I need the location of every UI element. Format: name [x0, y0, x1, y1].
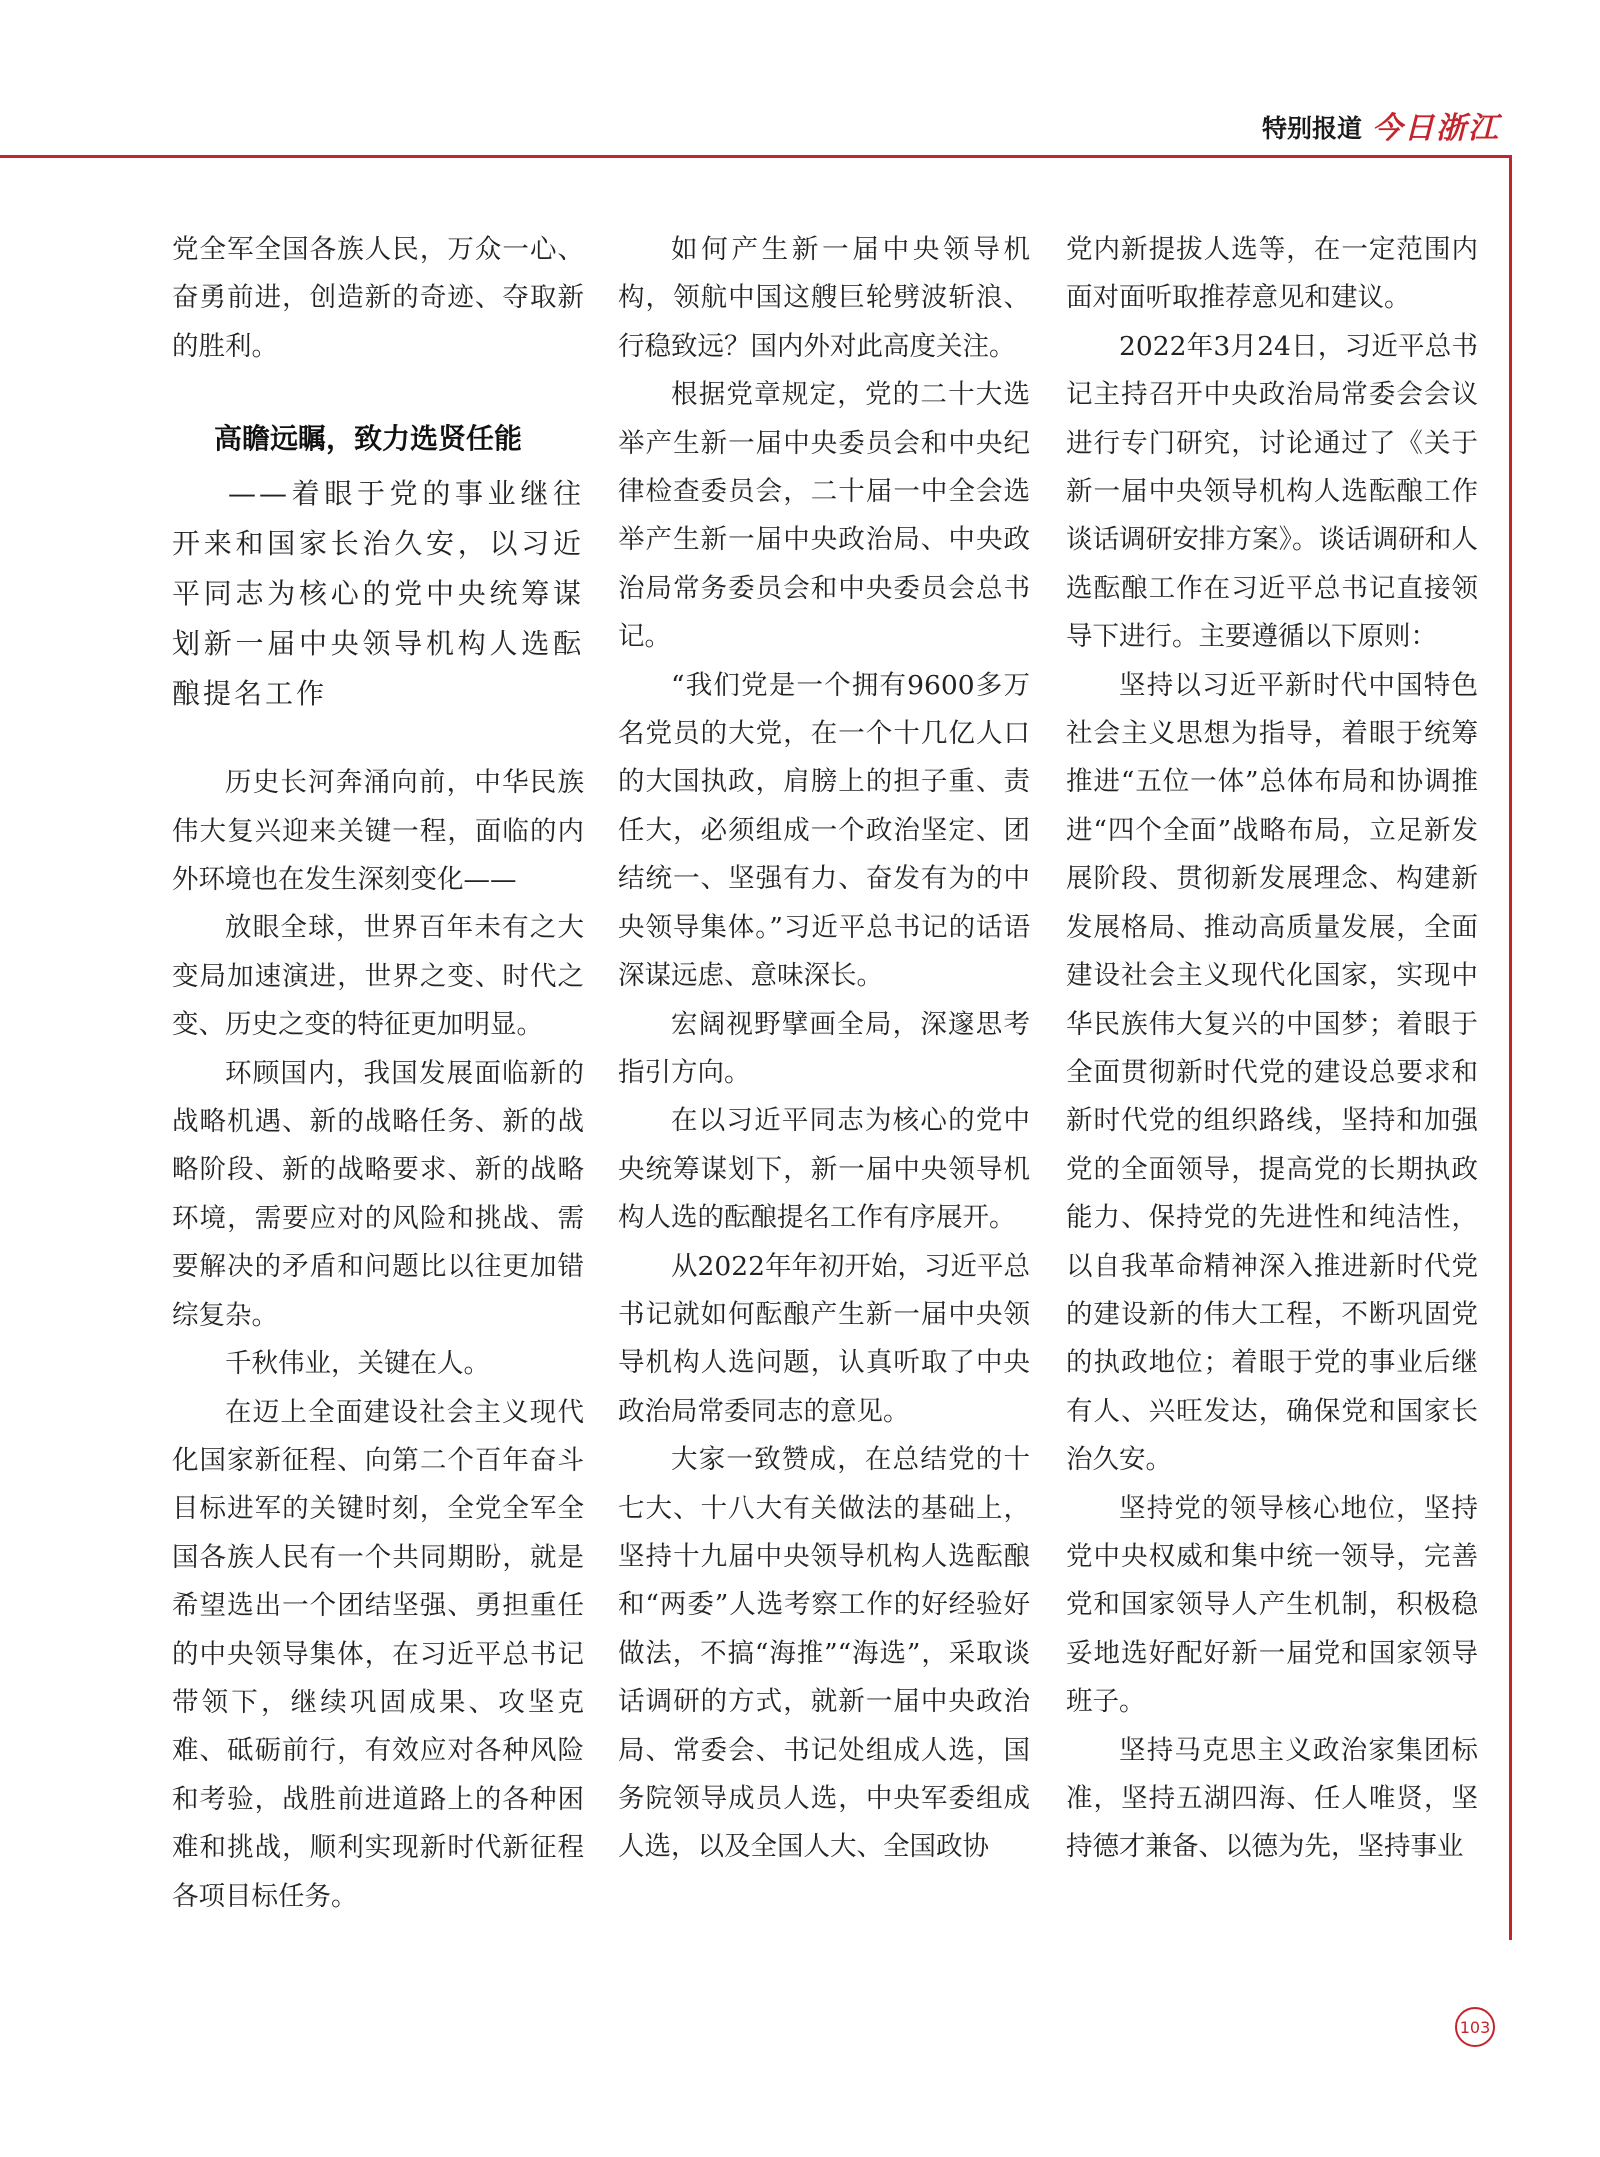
header-rule: [0, 155, 1512, 158]
masthead: [1262, 112, 1500, 146]
paragraph: 党内新提拔人选等，在一定范围内面对面听取推荐意见和建议。: [1066, 234, 1478, 314]
paragraph: 在以习近平同志为核心的党中央统筹谋划下，新一届中央领导机构人选的酝酿提名工作有序展开。: [618, 1105, 1030, 1234]
paragraph: 根据党章规定，党的二十大选举产生新一届中央委员会和中央纪律检查委员会，二十届一中全会选举产生新一届中央政治局、中央政治局常务委员会和中央委员会总书记。: [618, 379, 1030, 653]
paragraph: 历史长河奔涌向前，中华民族伟大复兴迎来关键一程，面临的内外环境也在发生深刻变化——: [172, 767, 584, 896]
paragraph: “我们党是一个拥有9600多万名党员的大党，在一个十几亿人口的大国执政，肩膀上的担子重、责任大，必须组成一个政治坚定、团结统一、坚强有力、奋发有为的中央领导集体。”习近平总书记的话语深谋远虑、意味深长。: [618, 669, 1030, 992]
article-column-3: [1066, 226, 1478, 1872]
section-heading: 高瞻远瞩，致力选贤任能: [214, 422, 523, 456]
magazine-logo: 今日浙江: [1372, 111, 1500, 146]
paragraph: 放眼全球，世界百年未有之大变局加速演进，世界之变、时代之变、历史之变的特征更加明显。: [172, 912, 584, 1041]
paragraph: 从2022年年初开始，习近平总书记就如何酝酿产生新一届中央领导机构人选问题，认真听取了中央政治局常委同志的意见。: [618, 1250, 1030, 1427]
paragraph: 坚持以习近平新时代中国特色社会主义思想为指导，着眼于统筹推进“五位一体”总体布局和协调推进“四个全面”战略布局，立足新发展阶段、贯彻新发展理念、构建新发展格局、推动高质量发展，全面建设社会主义现代化国家，实现中华民族伟大复兴的中国梦；着眼于全面贯彻新时代党的建设总要求和新时代党的组织路线，坚持和加强党的全面领导，提高党的长期执政能力、保持党的先进性和纯洁性，以自我革命精神深入推进新时代党的建设新的伟大工程，不断巩固党的执政地位；着眼于党的事业后继有人、兴旺发达，确保党和国家长治久安。: [1066, 669, 1478, 1476]
paragraph: 在迈上全面建设社会主义现代化国家新征程、向第二个百年奋斗目标进军的关键时刻，全党全军全国各族人民有一个共同期盼，就是希望选出一个团结坚强、勇担重任的中央领导集体，在习近平总书记带领下，继续巩固成果、攻坚克难、砥砺前行，有效应对各种风险和考验，战胜前进道路上的各种困难和挑战，顺利实现新时代新征程各项目标任务。: [172, 1396, 584, 1912]
paragraph: 环顾国内，我国发展面临新的战略机遇、新的战略任务、新的战略阶段、新的战略要求、新的战略环境，需要应对的风险和挑战、需要解决的矛盾和问题比以往更加错综复杂。: [172, 1057, 584, 1331]
spacer: [172, 719, 584, 759]
section-label: 特别报道: [1261, 114, 1362, 143]
paragraph: 如何产生新一届中央领导机构，领航中国这艘巨轮劈波斩浪、行稳致远？国内外对此高度关注。: [618, 234, 1030, 362]
article-column-1: [172, 226, 584, 1921]
article-column-2: [618, 226, 1030, 1872]
section-subheading: ——着眼于党的事业继往开来和国家长治久安，以习近平同志为核心的党中央统筹谋划新一届中央领导机构人选酝酿提名工作: [172, 477, 584, 711]
paragraph: 坚持马克思主义政治家集团标准，坚持五湖四海、任人唯贤，坚持德才兼备、以德为先，坚持事业: [1066, 1734, 1478, 1863]
side-rule: [1509, 155, 1512, 1940]
paragraph: 宏阔视野擘画全局，深邃思考指引方向。: [618, 1008, 1030, 1088]
paragraph: 千秋伟业，关键在人。: [225, 1348, 490, 1380]
paragraph: 党全军全国各族人民，万众一心、奋勇前进，创造新的奇迹、夺取新的胜利。: [172, 234, 584, 362]
page-number: 103: [1455, 2007, 1495, 2047]
paragraph: 2022年3月24日，习近平总书记主持召开中央政治局常委会会议进行专门研究，讨论通过了《关于新一届中央领导机构人选酝酿工作谈话调研安排方案》。谈话调研和人选酝酿工作在习近平总书记直接领导下进行。主要遵循以下原则：: [1066, 330, 1478, 653]
paragraph: 坚持党的领导核心地位，坚持党中央权威和集中统一领导，完善党和国家领导人产生机制，积极稳妥地选好配好新一届党和国家领导班子。: [1066, 1492, 1478, 1718]
paragraph: 大家一致赞成，在总结党的十七大、十八大有关做法的基础上，坚持十九届中央领导机构人选酝酿和“两委”人选考察工作的好经验好做法，不搞“海推”“海选”，采取谈话调研的方式，就新一届中央政治局、常委会、书记处组成人选，国务院领导成员人选，中央军委组成人选，以及全国人大、全国政协: [618, 1444, 1030, 1863]
